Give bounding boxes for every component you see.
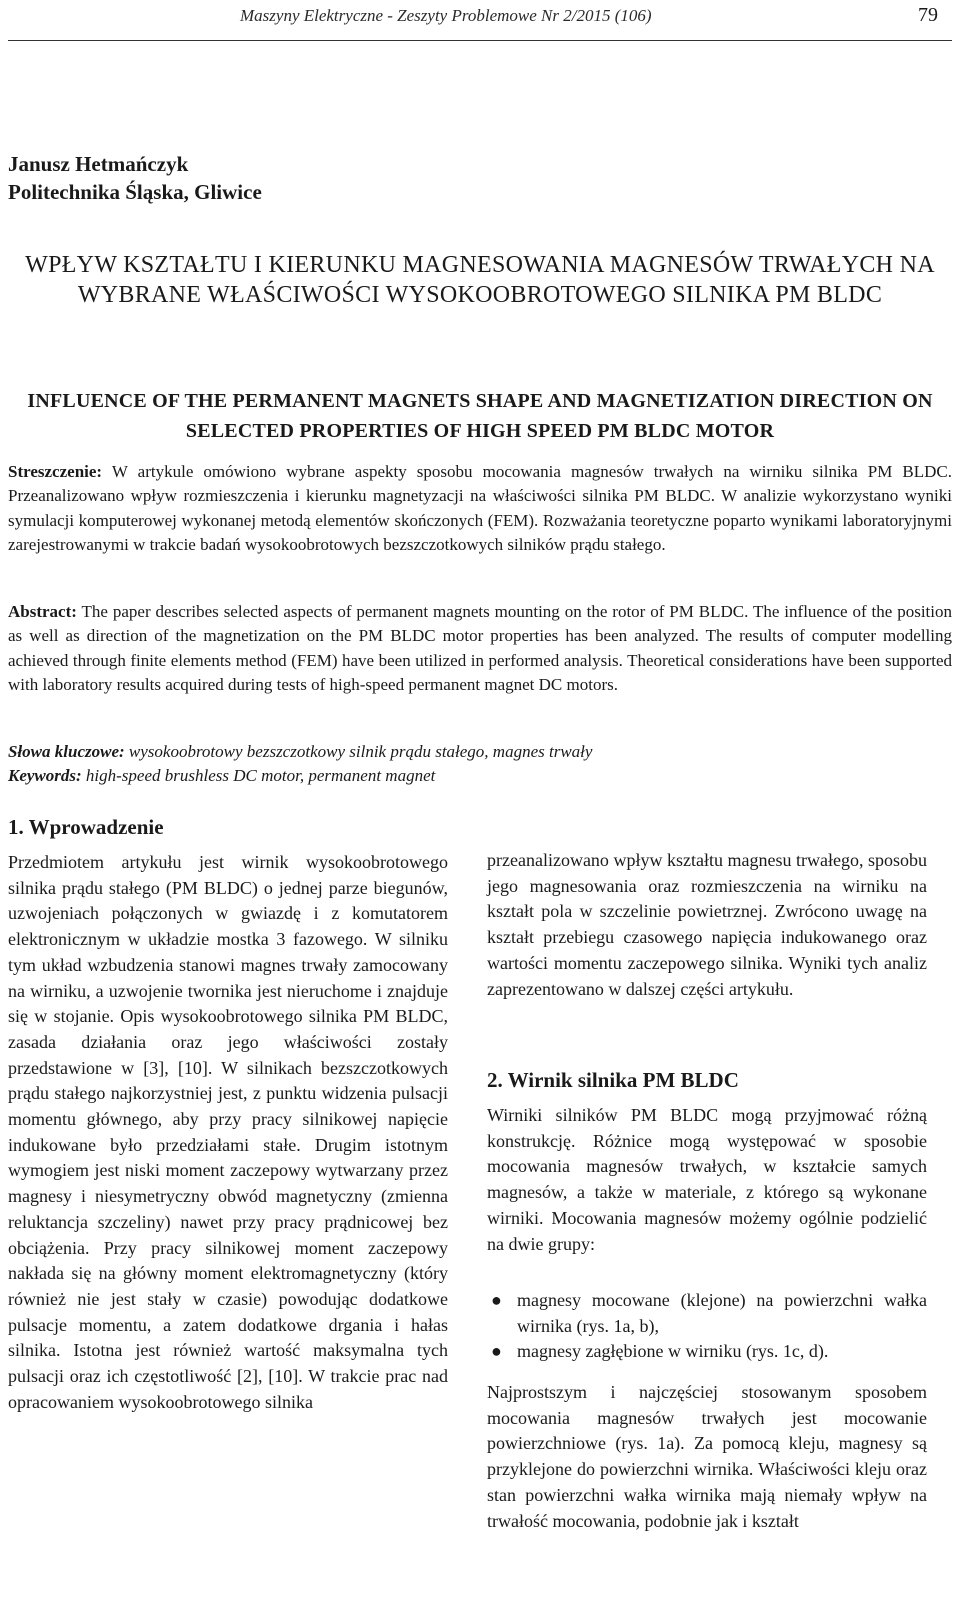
page-header: [0, 0, 960, 40]
streszczenie-paragraph: [8, 460, 952, 558]
section-2-bullet-list: [487, 1288, 927, 1365]
keywords-english-label: Keywords:: [8, 766, 82, 785]
keywords-english: [8, 764, 952, 788]
keywords-english-text: high-speed brushless DC motor, permanent magnet: [85, 766, 436, 785]
section-1-right-column: [487, 848, 927, 1002]
section-2-heading: 2. Wirnik silnika PM BLDC: [487, 1068, 739, 1092]
streszczenie-text: W artykule omówiono wybrane aspekty sposobu mocowania magnesów trwałych na wirniku silnika PM BLDC. Przeanalizowano wpływ rozmieszczenia i kierunku magnetyzacji na właściwości silnika PM BLDC. W analizie wykorzystano wyniki symulacji komputerowej wykonanej metodą elementów skończonych (FEM). Rozważania teoretyczne poparto wynikami laboratoryjnymi zarejestrowanymi w trakcie badań wysokoobrotowych bezszczotkowych silników prądu stałego.: [8, 462, 952, 555]
author-name: Janusz Hetmańczyk: [8, 152, 189, 176]
keywords-polish: [8, 740, 952, 764]
journal-title: Maszyny Elektryczne - Zeszyty Problemowe Nr 2/2015 (106): [240, 6, 652, 25]
section-2-intro: [487, 1103, 927, 1257]
bullet-icon: ●: [491, 1341, 502, 1362]
title-english: INFLUENCE OF THE PERMANENT MAGNETS SHAPE AND MAGNETIZATION DIRECTION ON SELECTED PROPERTIES OF HIGH SPEED PM BLDC MOTOR: [27, 390, 933, 442]
section-2-outro: [487, 1380, 927, 1534]
abstract-label: Abstract:: [8, 602, 77, 621]
bullet-icon: ●: [491, 1290, 502, 1310]
section-2-outro-paragraph: Najprostszym i najczęściej stosowanym sposobem mocowania magnesów trwałych jest mocowanie powierzchniowe (rys. 1a). Za pomocą kleju, magnesy są przyklejone do powierzchni wirnika. Właściwości kleju oraz stan powierzchni wałka wirnika mają niemały wpływ na trwałość mocowania, podobnie jak i kształt: [487, 1382, 927, 1531]
section-2-intro-paragraph: Wirniki silników PM BLDC mogą przyjmować różną konstrukcję. Różnice mogą występować w sposobie mocowania magnesów trwałych, w kształcie samych magnesów, a także w materiale, z którego są wykonane wirniki. Mocowania magnesów możemy ogólnie podzielić na dwie grupy:: [487, 1105, 927, 1254]
keywords-polish-label: Słowa kluczowe:: [8, 742, 125, 761]
header-rule: [8, 40, 952, 41]
section-1-paragraph: Przedmiotem artykułu jest wirnik wysokoobrotowego silnika prądu stałego (PM BLDC) o jednej parze biegunów, uzwojeniach połączonych w gwiazdę i z komutatorem elektronicznym w układzie mostka 3 fazowego. W silniku tym układ wzbudzenia stanowi magnes trwały zamocowany na wirniku, a uzwojenie twornika jest nieruchome i znajduje się w stojanie. Opis wysokoobrotowego silnika PM BLDC, zasada działania oraz jego właściwości zostały przedstawione w [3], [10]. W silnikach bezszczotkowych prądu stałego najkorzystniej jest, z punktu widzenia pulsacji momentu głównego, aby przy pracy silnikowej napięcie indukowane było przedziałami stałe. Drugim istotnym wymogiem jest niski moment zaczepowy wytwarzany przez magnesy i niesymetryczny obwód magnetyczny (zmienna reluktancja szczeliny) nawet przy pracy prądnicowej bez obciążenia. Przy pracy silnikowej moment zaczepowy nakłada się na główny moment elektromagnetyczny (który również nie jest stały w czasie) powodując dodatkowe pulsacje momentu, a zatem dodatkowe drgania i hałas silnika. Istotna jest również wartość maksymalna tych pulsacji oraz ich częstotliwość [2], [10]. W trakcie prac nad opracowaniem wysokoobrotowego silnika: [8, 852, 448, 1412]
list-item-text: magnesy zagłębione w wirniku (rys. 1c, d).: [517, 1341, 829, 1362]
streszczenie-label: Streszczenie:: [8, 462, 103, 481]
section-1-continuation: przeanalizowano wpływ kształtu magnesu trwałego, sposobu jego magnesowania oraz rozmieszczenia na wirniku na kształt pola w szczelinie powietrznej. Zwrócono uwagę na kształt przebiegu czasowego napięcia indukowanego oraz wartości momentu zaczepowego silnika. Wyniki tych analiz zaprezentowano w dalszej części artykułu.: [487, 850, 927, 999]
author-affiliation: Politechnika Śląska, Gliwice: [8, 180, 262, 204]
section-1-heading: 1. Wprowadzenie: [8, 815, 164, 839]
keywords-polish-text: wysokoobrotowy bezszczotkowy silnik prądu stałego, magnes trwały: [128, 742, 593, 761]
title-polish: WPŁYW KSZTAŁTU I KIERUNKU MAGNESOWANIA MAGNESÓW TRWAŁYCH NA WYBRANE WŁAŚCIWOŚCI WYSOKOOBROTOWEGO SILNIKA PM BLDC: [25, 252, 935, 308]
abstract-paragraph: [8, 600, 952, 698]
list-item: [487, 1339, 927, 1365]
page-number: 79: [918, 4, 938, 26]
abstract-text: The paper describes selected aspects of permanent magnets mounting on the rotor of PM BLDC. The influence of the position as well as direction of the magnetization on the PM BLDC motor properties has been analyzed. The results of computer modelling achieved through finite elements method (FEM) have been utilized in performed analysis. Theoretical considerations have been supported with laboratory results acquired during tests of high-speed permanent magnet DC motors.: [8, 602, 952, 695]
section-1-left-column: [8, 850, 448, 1415]
list-item: [487, 1288, 927, 1339]
list-item-text: magnesy mocowane (klejone) na powierzchni wałka wirnika (rys. 1a, b),: [517, 1290, 927, 1336]
